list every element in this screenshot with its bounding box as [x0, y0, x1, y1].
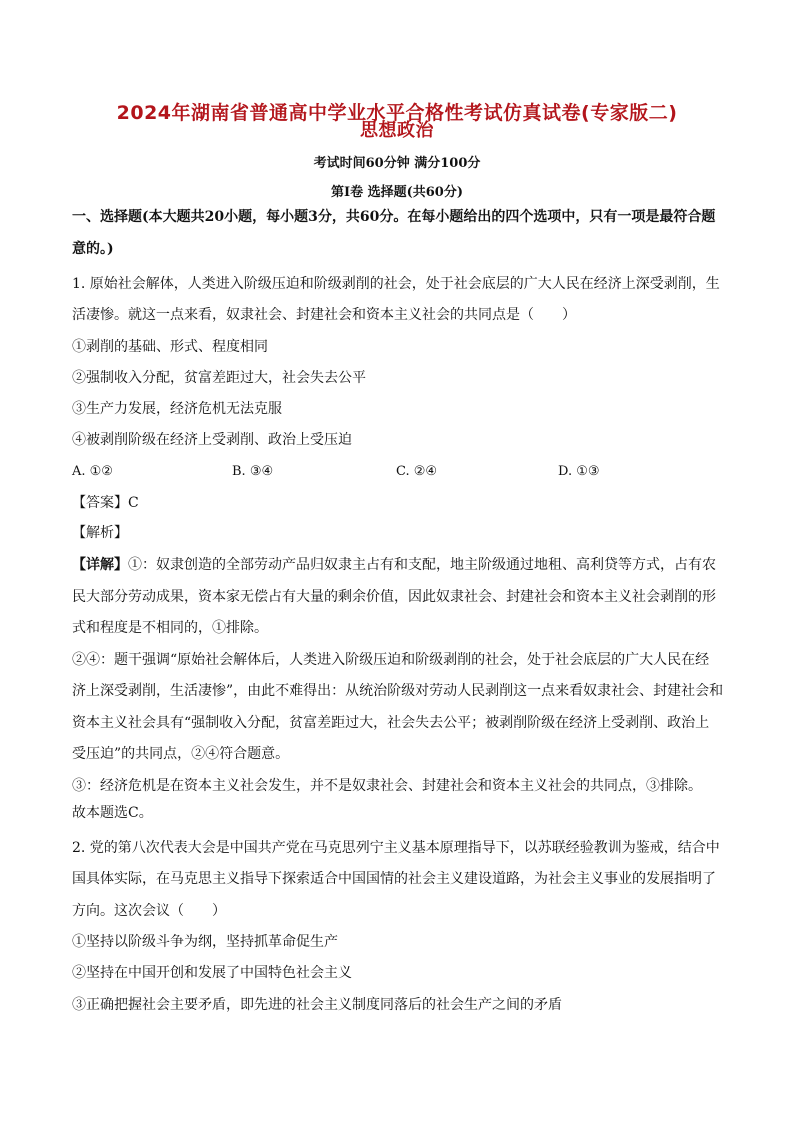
q2-stem-line-2: 国具体实际，在马克思主义指导下探索适合中国国情的社会主义建设道路，为社会主义事业的发展指明了 — [72, 871, 716, 887]
q1-stem-line-1: 1. 原始社会解体，人类进入阶级压迫和阶级剥削的社会，处于社会底层的广大人民在经济上深受剥削，生 — [72, 276, 720, 292]
q1-statement-1: ①剥削的基础、形式、程度相同 — [72, 339, 268, 355]
q1-detail-line-3: 式和程度是不相同的，①排除。 — [72, 620, 268, 636]
exam-info: 考试时间60分钟 满分100分 — [313, 156, 481, 171]
q1-detail-tag: 【详解】 — [72, 557, 128, 573]
subject-title: 思想政治 — [360, 120, 434, 141]
q1-statement-3: ③生产力发展，经济危机无法克服 — [72, 401, 282, 417]
q1-detail-line-7: 受压迫”的共同点，②④符合题意。 — [72, 746, 290, 762]
q1-detail-text-1: ①：奴隶创造的全部劳动产品归奴隶主占有和支配，地主阶级通过地租、高利贷等方式，占有农 — [128, 557, 716, 573]
q1-statement-2: ②强制收入分配，贫富差距过大，社会失去公平 — [72, 370, 366, 386]
q1-detail-line-1 — [72, 556, 726, 574]
q1-option-a: A. ①② — [72, 464, 113, 479]
q1-detail-line-5: 济上深受剥削，生活凄惨”，由此不难得出：从统治阶级对劳动人民剥削这一点来看奴隶社会、封建社会和 — [72, 683, 724, 699]
q1-detail-line-4: ②④：题干强调“原始社会解体后，人类进入阶级压迫和阶级剥削的社会，处于社会底层的广大人民在经 — [72, 652, 710, 668]
q1-option-c: C. ②④ — [396, 464, 438, 479]
q1-detail-line-2: 民大部分劳动成果，资本家无偿占有大量的剩余价值，因此奴隶社会、封建社会和资本主义社会剥削的形 — [72, 589, 716, 605]
q2-statement-3: ③正确把握社会主要矛盾，即先进的社会主义制度同落后的社会生产之间的矛盾 — [72, 997, 562, 1013]
q1-statement-4: ④被剥削阶级在经济上受剥削、政治上受压迫 — [72, 432, 352, 448]
q1-detail-line-6: 资本主义社会具有“强制收入分配，贫富差距过大，社会失去公平；被剥削阶级在经济上受剥削、政治上 — [72, 715, 710, 731]
q2-statement-2: ②坚持在中国开创和发展了中国特色社会主义 — [72, 965, 352, 981]
q1-option-d: D. ①③ — [558, 464, 600, 479]
q1-detail-line-9: 故本题选C。 — [72, 805, 153, 821]
q2-stem-line-3: 方向。这次会议（ ） — [72, 903, 226, 919]
q1-analysis-label: 【解析】 — [72, 525, 128, 541]
q1-option-b: B. ③④ — [232, 464, 274, 479]
q2-stem-line-1: 2. 党的第八次代表大会是中国共产党在马克思列宁主义基本原理指导下，以苏联经验教训为鉴戒，结合中 — [72, 840, 720, 856]
instructions-line-1: 一、选择题(本大题共20小题，每小题3分，共60分。在每小题给出的四个选项中，只有一项是最符合题 — [72, 209, 716, 225]
section-title: 第Ⅰ卷 选择题(共60分) — [331, 185, 463, 200]
instructions-line-2: 意的。) — [72, 241, 114, 257]
exam-title: 2024年湖南省普通高中学业水平合格性考试仿真试卷(专家版二) — [116, 102, 678, 124]
q1-answer: 【答案】C — [72, 495, 139, 511]
q2-statement-1: ①坚持以阶级斗争为纲，坚持抓革命促生产 — [72, 934, 338, 950]
q1-stem-line-2: 活凄惨。就这一点来看，奴隶社会、封建社会和资本主义社会的共同点是（ ） — [72, 307, 576, 323]
q1-detail-line-8: ③：经济危机是在资本主义社会发生，并不是奴隶社会、封建社会和资本主义社会的共同点，③排除。 — [72, 778, 702, 794]
